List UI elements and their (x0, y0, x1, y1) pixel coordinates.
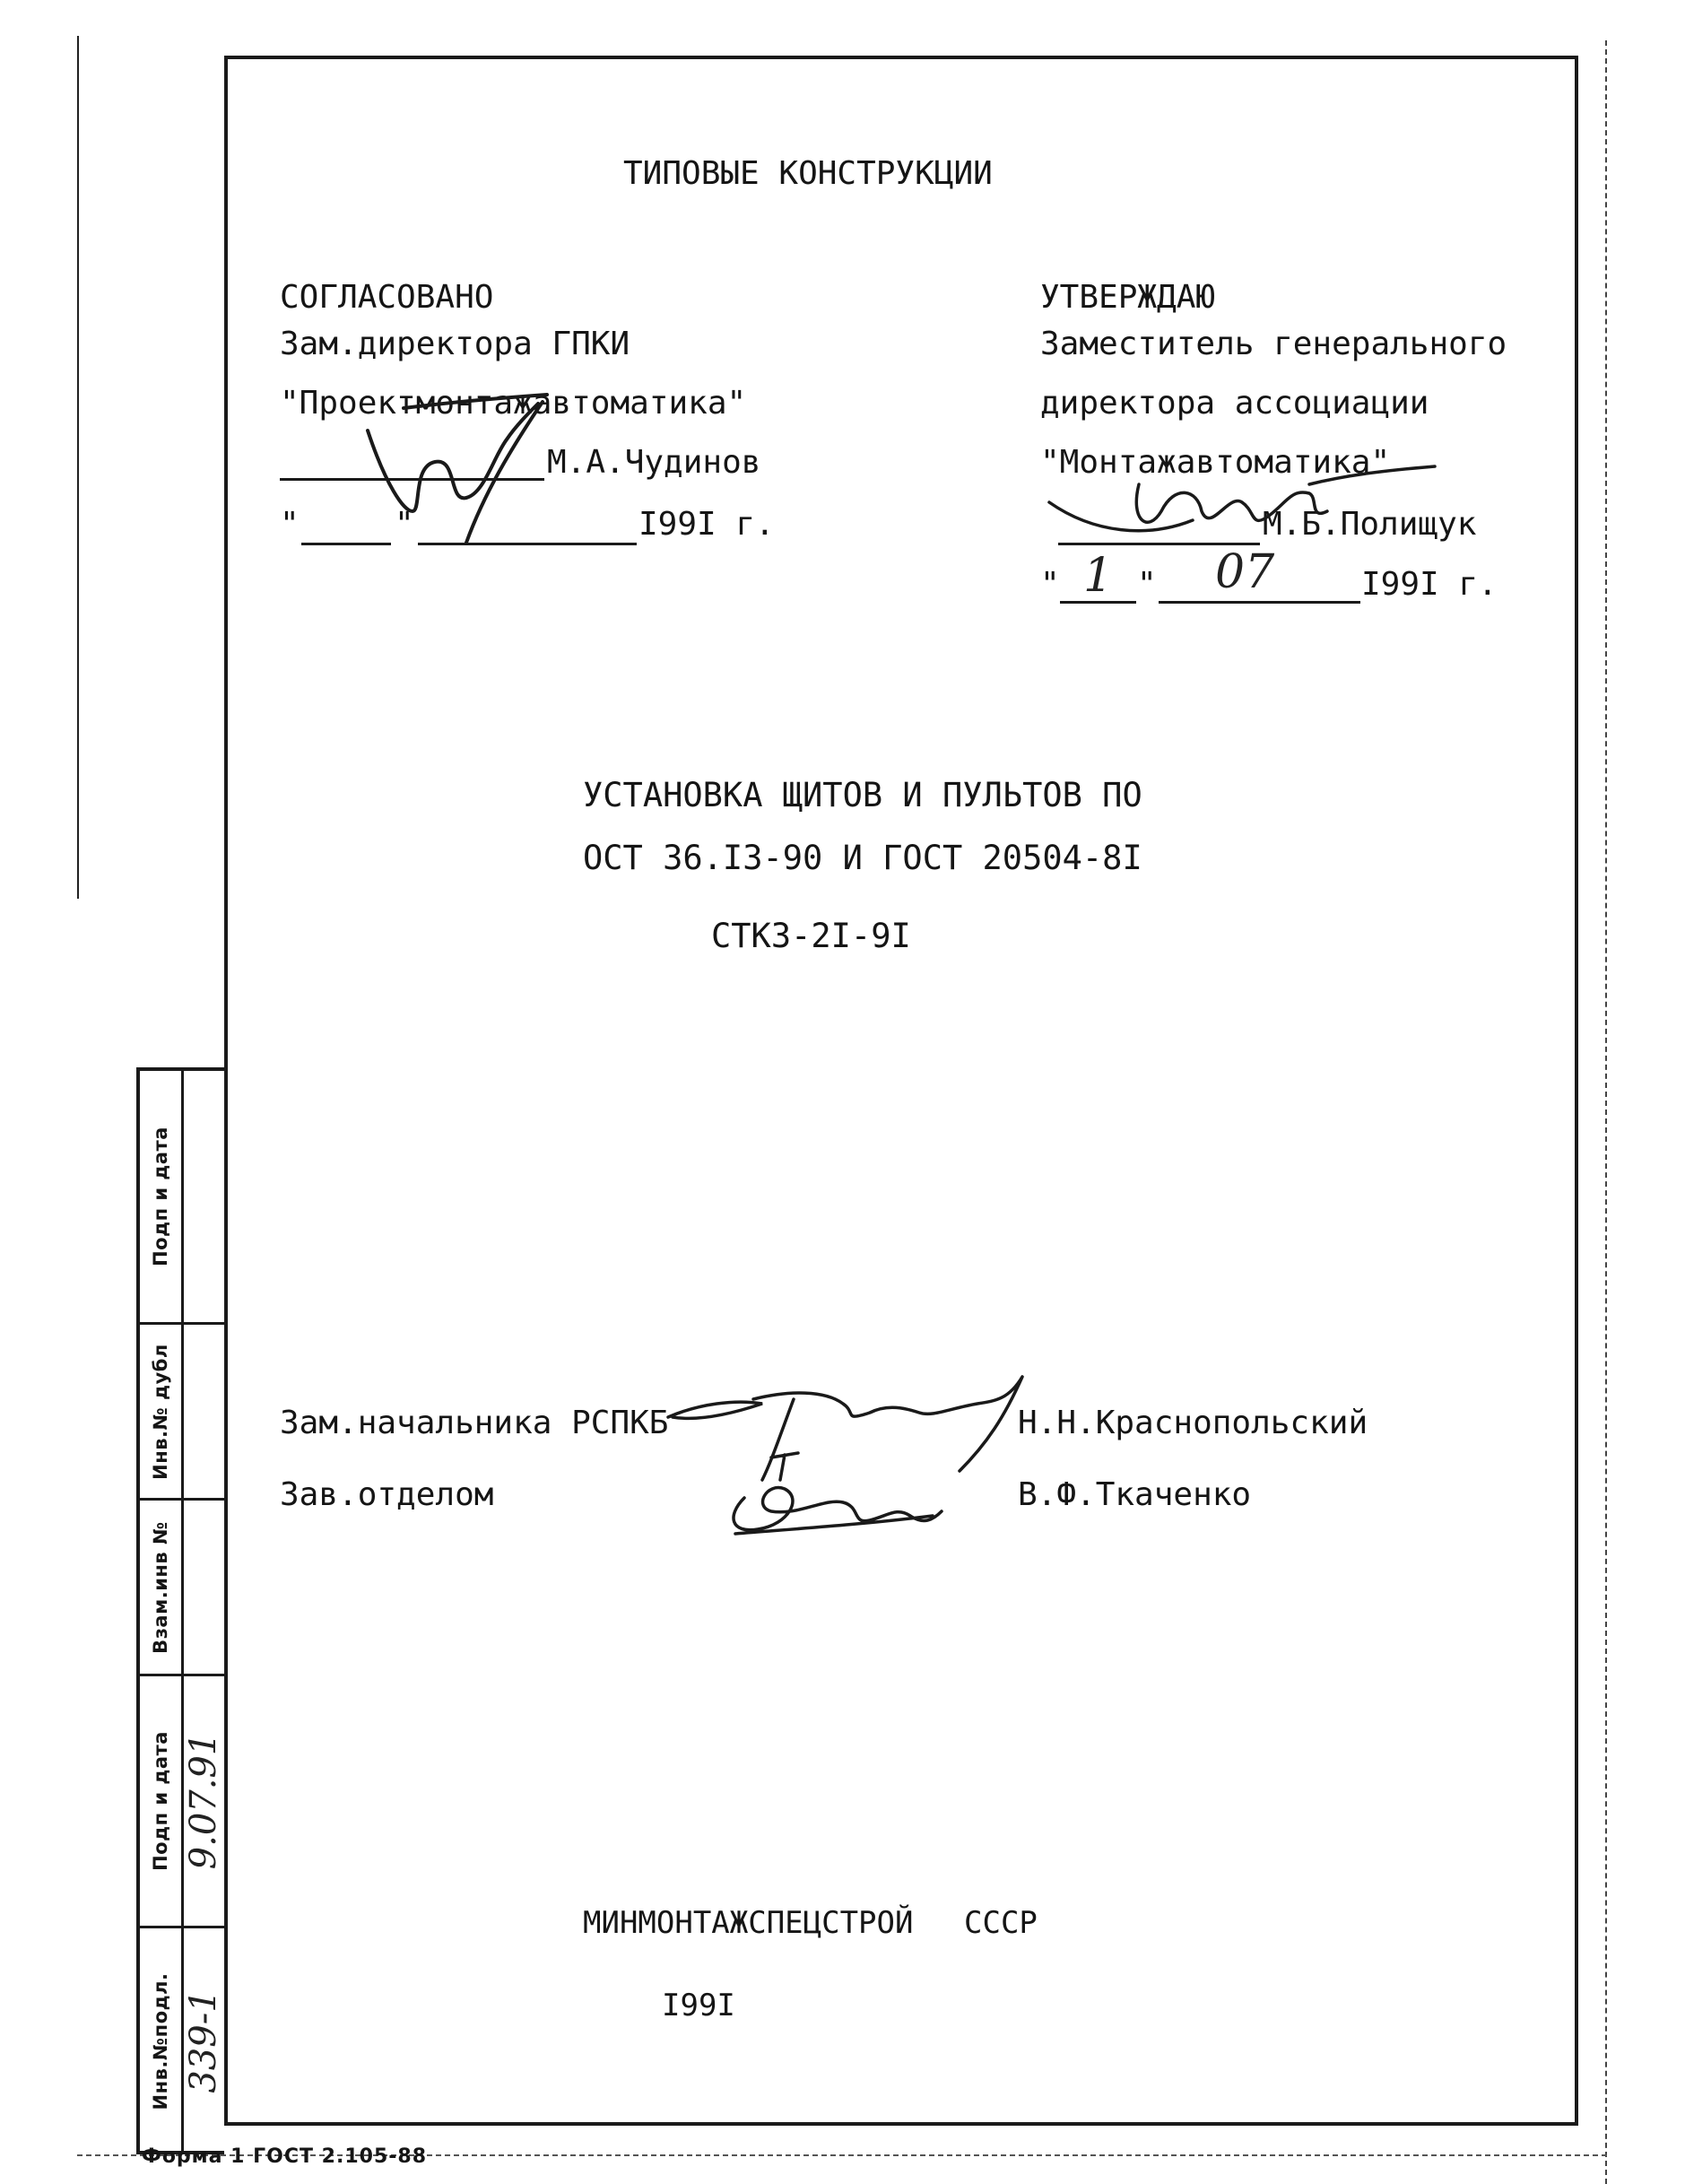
stamp-label: Взам.инв № (150, 1520, 171, 1654)
stamp-label: Подп и дата (150, 1731, 171, 1871)
series-title: ТИПОВЫЕ КОНСТРУКЦИИ (623, 155, 993, 192)
stamp-value: 9.07.91 (183, 1732, 224, 1870)
date-year-left: I99I г. (638, 506, 775, 543)
date-quote-close-left: " (395, 506, 414, 543)
country-name: СССР (964, 1905, 1038, 1941)
stamp-cell-duplicate-number (140, 1325, 224, 1501)
stamp-cell-replacement-number (140, 1501, 224, 1676)
signer-name-2: В.Ф.Ткаченко (1018, 1476, 1252, 1513)
stamp-cell-original-number (140, 1928, 224, 2154)
margin-line-right (1605, 40, 1607, 2184)
signatory-left: М.А.Чудинов (547, 444, 761, 481)
approval-position-right-line1: Заместитель генерального (1040, 326, 1507, 362)
approval-organization-left: "Проектмонтажавтоматика" (280, 385, 747, 422)
stamp-label: Подп и дата (150, 1127, 171, 1266)
side-stamp (136, 1067, 224, 2154)
publication-year: I99I (662, 1988, 735, 2023)
signer-position-2: Зав.отделом (280, 1476, 494, 1513)
approval-position-left: Зам.директора ГПКИ (280, 326, 630, 362)
approval-heading-left: СОГЛАСОВАНО (280, 279, 494, 316)
approval-organization-right: "Монтажавтоматика" (1040, 444, 1391, 481)
document-code: СТК3-2I-9I (711, 917, 911, 955)
stamp-cell-sign-date-2 (140, 1676, 224, 1928)
document-title-line1: УСТАНОВКА ЩИТОВ И ПУЛЬТОВ ПО (583, 776, 1142, 814)
signatory-right: М.Б.Полищук (1263, 506, 1477, 543)
approval-position-right-line2: директора ассоциации (1040, 385, 1429, 422)
signature-left (350, 377, 592, 556)
date-year-right: I99I г. (1361, 566, 1498, 603)
date-quote-close-right: " (1137, 566, 1157, 603)
date-quote-open-right: " (1040, 566, 1060, 603)
margin-line-left (77, 36, 79, 899)
signature-signer-2 (717, 1444, 951, 1543)
ministry-name: МИНМОНТАЖСПЕЦСТРОЙ (583, 1905, 914, 1941)
stamp-value: 339-1 (183, 1989, 224, 2093)
form-note: Форма 1 ГОСТ 2.105-88 (142, 2145, 427, 2168)
date-quote-open-left: " (280, 506, 300, 543)
signature-right (1040, 448, 1435, 556)
date-day-right: 1 (1083, 549, 1114, 603)
stamp-label: Инв.№ дубл (150, 1343, 171, 1480)
page-frame (224, 56, 1578, 2126)
date-month-right: 07 (1215, 545, 1275, 599)
stamp-cell-sign-date-1 (140, 1071, 224, 1325)
approval-heading-right: УТВЕРЖДАЮ (1040, 279, 1216, 316)
signer-name-1: Н.Н.Краснопольский (1018, 1405, 1368, 1441)
document-title-line2: ОСТ 36.I3-90 И ГОСТ 20504-8I (583, 839, 1142, 877)
signer-position-1: Зам.начальника РСПКБ (280, 1405, 669, 1441)
stamp-label: Инв.№подл. (150, 1972, 171, 2110)
date-month-line-right (1159, 601, 1360, 604)
